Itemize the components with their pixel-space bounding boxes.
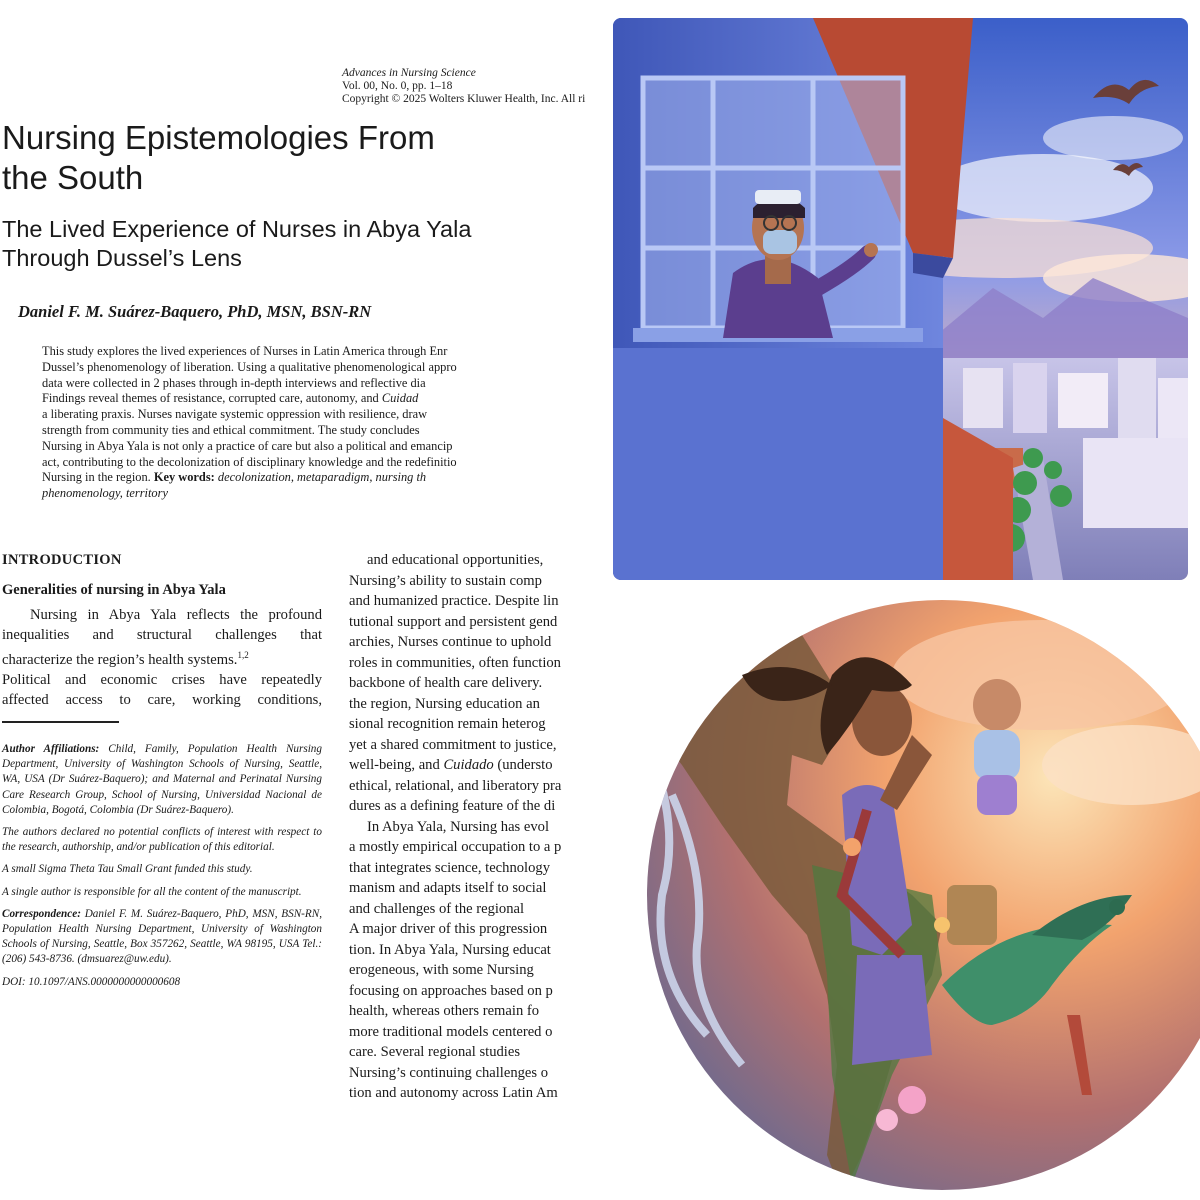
body-line: that integrates science, technology bbox=[349, 859, 550, 876]
body-line: care. Several regional studies bbox=[349, 1044, 520, 1060]
body-line bbox=[2, 645, 322, 670]
body-line: roles in communities, often function bbox=[349, 654, 561, 671]
body-line: affected access to care, working conditions, bbox=[2, 691, 322, 708]
abstract-line: Nursing in the region. bbox=[42, 470, 151, 485]
body-line: In Abya Yala, Nursing has evol bbox=[367, 818, 550, 835]
body-line-text: well-being, and bbox=[349, 757, 440, 773]
author-affiliations bbox=[2, 742, 322, 997]
body-line: backbone of health care delivery. bbox=[349, 675, 543, 691]
illustration-woman-with-baby-art bbox=[612, 595, 1200, 1200]
journal-name: Advances in Nursing Science bbox=[342, 67, 476, 79]
body-line: tutional support and persistent gend bbox=[349, 613, 558, 630]
paper-subtitle bbox=[2, 215, 471, 273]
abstract-line: Nursing in Abya Yala is not only a practice of care but also a political and emancip bbox=[42, 438, 453, 453]
italic-term: Cuidado bbox=[443, 757, 494, 773]
keywords: decolonization, metaparadigm, nursing th bbox=[217, 470, 427, 485]
body-line: yet a shared commitment to justice, bbox=[349, 736, 557, 753]
body-line: Nursing’s continuing challenges o bbox=[349, 1064, 549, 1081]
journal-header bbox=[342, 67, 585, 106]
author-line: Daniel F. M. Suárez-Baquero, PhD, MSN, BSN-RN bbox=[18, 302, 372, 321]
section-heading-introduction: INTRODUCTION bbox=[2, 552, 122, 568]
body-line: Political and economic crises have repeatedly bbox=[2, 671, 322, 688]
keywords: phenomenology, territory bbox=[42, 486, 168, 501]
abstract-line: act, contributing to the decolonization of disciplinary knowledge and the redefinitio bbox=[42, 454, 457, 469]
body-line: focusing on approaches based on p bbox=[349, 982, 553, 999]
body-line: health, whereas others remain fo bbox=[349, 1003, 540, 1019]
body-line: and educational opportunities, bbox=[367, 552, 544, 568]
body-line: ethical, relational, and liberatory pra bbox=[349, 777, 562, 794]
body-line: tion. In Abya Yala, Nursing educat bbox=[349, 941, 551, 958]
abstract-line: Dussel’s phenomenology of liberation. Using a qualitative phenomenological appro bbox=[42, 359, 457, 374]
body-line: A major driver of this progression bbox=[349, 921, 548, 937]
doi[interactable]: DOI: 10.1097/ANS.0000000000000608 bbox=[2, 975, 181, 988]
abstract-line: Findings reveal themes of resistance, corrupted care, autonomy, and bbox=[42, 391, 379, 406]
affiliation-label: Author Affiliations: bbox=[2, 743, 100, 755]
funding-statement: A small Sigma Theta Tau Small Grant funded this study. bbox=[2, 863, 253, 876]
column-1-text bbox=[2, 605, 322, 710]
affiliation-paragraph bbox=[2, 742, 322, 818]
column-2-text bbox=[349, 550, 605, 1104]
body-line: and challenges of the regional bbox=[349, 900, 525, 917]
authorship-statement: A single author is responsible for all the content of the manuscript. bbox=[2, 885, 302, 898]
body-line: erogeneous, with some Nursing bbox=[349, 962, 534, 978]
correspondence-label: Correspondence: bbox=[2, 907, 81, 920]
body-line: tion and autonomy across Latin Am bbox=[349, 1085, 558, 1101]
abstract-line: data were collected in 2 phases through in-depth interviews and reflective dia bbox=[42, 375, 426, 390]
abstract-line: strength from community ties and ethical commitment. The study concludes bbox=[42, 422, 420, 437]
body-line-text: characterize the region’s health systems. bbox=[2, 651, 238, 668]
body-line: dures as a defining feature of the di bbox=[349, 798, 556, 814]
abstract-line: a liberating praxis. Nurses navigate systemic oppression with resilience, draw bbox=[42, 407, 428, 422]
body-line: Nursing’s ability to sustain comp bbox=[349, 572, 542, 589]
body-line bbox=[349, 755, 605, 776]
body-line: a mostly empirical occupation to a p bbox=[349, 839, 562, 855]
abstract bbox=[42, 344, 605, 502]
correspondence bbox=[2, 907, 322, 968]
illustration-nurse-at-window bbox=[613, 18, 1188, 580]
conflict-statement: The authors declared no potential conflicts of interest with respect to the research, authorship, and/or publication of this editorial. bbox=[2, 826, 322, 854]
subtitle-line-1: The Lived Experience of Nurses in Abya Yala bbox=[2, 216, 472, 242]
body-line: and humanized practice. Despite lin bbox=[349, 593, 559, 609]
body-line: archies, Nurses continue to uphold bbox=[349, 634, 552, 650]
keywords-label: Key words: bbox=[153, 470, 215, 485]
body-line: the region, Nursing education an bbox=[349, 695, 540, 712]
subtitle-line-2: Through Dussel’s Lens bbox=[2, 245, 242, 271]
body-line: sional recognition remain heterog bbox=[349, 716, 546, 732]
body-line-text: (understo bbox=[497, 757, 553, 773]
title-line-1: Nursing Epistemologies From bbox=[2, 119, 435, 156]
abstract-line: This study explores the lived experiences of Nurses in Latin America through Enr bbox=[42, 344, 448, 358]
illustration-nurse-at-window-art bbox=[613, 18, 1188, 580]
affiliation-text: Child, Family, Population Health Nursing Department, University of Washington Schools of Nursing, Seattle, WA, USA (Dr Suárez-Baquero); and Maternal and Perinatal Nursing Care Research Group, School of Nursing, Universidad Nacional de Colombia, Bogotá, Colombia (Dr Suárez-Baquero). bbox=[2, 743, 322, 816]
illustration-woman-with-baby bbox=[612, 595, 1200, 1200]
body-line: manism and adapts itself to social bbox=[349, 880, 547, 896]
subsection-heading: Generalities of nursing in Abya Yala bbox=[2, 582, 226, 598]
title-line-2: the South bbox=[2, 159, 144, 196]
body-line: more traditional models centered o bbox=[349, 1023, 553, 1040]
paper-title bbox=[2, 118, 435, 198]
body-line: inequalities and structural challenges that bbox=[2, 627, 322, 643]
journal-volume: Vol. 00, No. 0, pp. 1–18 bbox=[342, 80, 453, 92]
citation-superscript[interactable]: 1,2 bbox=[237, 650, 249, 660]
journal-copyright: Copyright © 2025 Wolters Kluwer Health, Inc. All ri bbox=[342, 93, 586, 105]
footnote-divider bbox=[2, 721, 119, 723]
abstract-italic-term: Cuidad bbox=[381, 391, 419, 406]
body-line: Nursing in Abya Yala reflects the profound bbox=[30, 607, 322, 623]
correspondence-text: Daniel F. M. Suárez-Baquero, PhD, MSN, BSN-RN, Population Health Nursing Department, University of Washington Schools of Nursing, Seattle, Box 357262, Seattle, WA 98195, USA Tel.: (206) 543-8736. (dmsuarez@uw.edu). bbox=[2, 907, 323, 966]
